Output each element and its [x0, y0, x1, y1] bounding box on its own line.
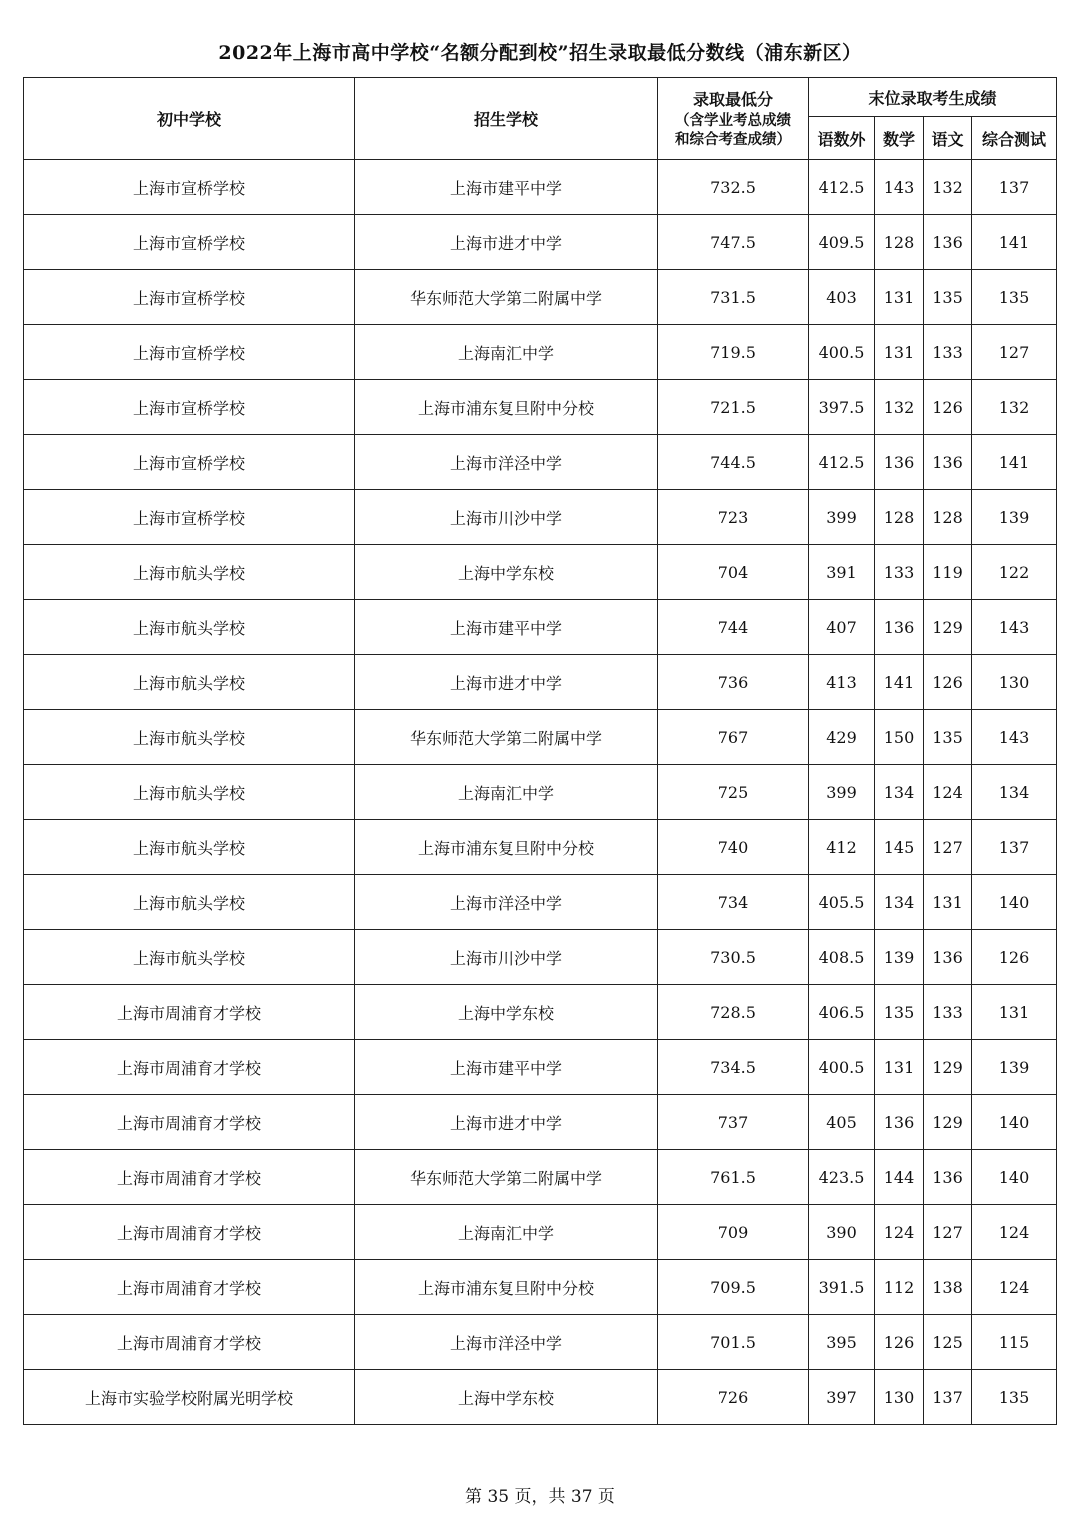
admitting-school-cell: 上海中学东校: [355, 1370, 658, 1425]
junior-school-cell: 上海市航头学校: [24, 710, 355, 765]
table-row: [24, 435, 1057, 490]
math-score-cell: 143: [875, 160, 924, 215]
cme-score-cell: 423.5: [809, 1150, 875, 1205]
min-score-cell: 747.5: [658, 215, 809, 270]
comprehensive-score-cell: 134: [972, 765, 1057, 820]
comprehensive-score-cell: 132: [972, 380, 1057, 435]
cme-score-cell: 413: [809, 655, 875, 710]
comprehensive-score-cell: 124: [972, 1205, 1057, 1260]
junior-school-cell: 上海市周浦育才学校: [24, 1095, 355, 1150]
cme-score-cell: 397: [809, 1370, 875, 1425]
table-row: [24, 1095, 1057, 1150]
cme-score-cell: 391: [809, 545, 875, 600]
admitting-school-cell: 上海市川沙中学: [355, 490, 658, 545]
admitting-school-cell: 上海市洋泾中学: [355, 435, 658, 490]
chinese-score-cell: 135: [924, 710, 972, 765]
comprehensive-score-cell: 140: [972, 875, 1057, 930]
math-score-cell: 112: [875, 1260, 924, 1315]
min-score-cell: 701.5: [658, 1315, 809, 1370]
comprehensive-score-cell: 143: [972, 600, 1057, 655]
table-row: [24, 325, 1057, 380]
table-row: [24, 930, 1057, 985]
min-score-cell: 704: [658, 545, 809, 600]
cme-score-cell: 406.5: [809, 985, 875, 1040]
min-score-cell: 709.5: [658, 1260, 809, 1315]
cme-score-cell: 412.5: [809, 160, 875, 215]
table-row: [24, 985, 1057, 1040]
table-row: [24, 490, 1057, 545]
min-score-cell: 723: [658, 490, 809, 545]
junior-school-cell: 上海市航头学校: [24, 600, 355, 655]
chinese-score-cell: 127: [924, 1205, 972, 1260]
min-score-cell: 721.5: [658, 380, 809, 435]
table-row: [24, 875, 1057, 930]
admitting-school-cell: 上海中学东校: [355, 545, 658, 600]
chinese-score-cell: 119: [924, 545, 972, 600]
admitting-school-cell: 上海市进才中学: [355, 215, 658, 270]
chinese-score-cell: 131: [924, 875, 972, 930]
admitting-school-cell: 上海市洋泾中学: [355, 1315, 658, 1370]
cme-score-cell: 390: [809, 1205, 875, 1260]
cme-score-cell: 391.5: [809, 1260, 875, 1315]
comprehensive-score-cell: 141: [972, 215, 1057, 270]
junior-school-cell: 上海市宣桥学校: [24, 160, 355, 215]
header-min-score-line3: 和综合考查成绩）: [675, 130, 791, 148]
junior-school-cell: 上海市航头学校: [24, 655, 355, 710]
chinese-score-cell: 126: [924, 380, 972, 435]
min-score-cell: 740: [658, 820, 809, 875]
math-score-cell: 126: [875, 1315, 924, 1370]
header-junior-school: 初中学校: [24, 78, 355, 160]
admitting-school-cell: 华东师范大学第二附属中学: [355, 1150, 658, 1205]
min-score-cell: 761.5: [658, 1150, 809, 1205]
admitting-school-cell: 上海市浦东复旦附中分校: [355, 1260, 658, 1315]
comprehensive-score-cell: 137: [972, 160, 1057, 215]
admitting-school-cell: 上海市洋泾中学: [355, 875, 658, 930]
chinese-score-cell: 137: [924, 1370, 972, 1425]
math-score-cell: 144: [875, 1150, 924, 1205]
table-row: [24, 600, 1057, 655]
chinese-score-cell: 132: [924, 160, 972, 215]
math-score-cell: 131: [875, 1040, 924, 1095]
junior-school-cell: 上海市周浦育才学校: [24, 985, 355, 1040]
admitting-school-cell: 上海南汇中学: [355, 325, 658, 380]
chinese-score-cell: 126: [924, 655, 972, 710]
admitting-school-cell: 上海市建平中学: [355, 160, 658, 215]
math-score-cell: 124: [875, 1205, 924, 1260]
chinese-score-cell: 125: [924, 1315, 972, 1370]
admitting-school-cell: 上海市川沙中学: [355, 930, 658, 985]
admitting-school-cell: 上海南汇中学: [355, 1205, 658, 1260]
comprehensive-score-cell: 137: [972, 820, 1057, 875]
chinese-score-cell: 133: [924, 325, 972, 380]
header-last-admitted-scores: 末位录取考生成绩: [809, 78, 1057, 117]
chinese-score-cell: 136: [924, 930, 972, 985]
min-score-cell: 719.5: [658, 325, 809, 380]
junior-school-cell: 上海市航头学校: [24, 930, 355, 985]
math-score-cell: 150: [875, 710, 924, 765]
admitting-school-cell: 上海市建平中学: [355, 1040, 658, 1095]
junior-school-cell: 上海市航头学校: [24, 765, 355, 820]
min-score-cell: 709: [658, 1205, 809, 1260]
junior-school-cell: 上海市航头学校: [24, 875, 355, 930]
math-score-cell: 133: [875, 545, 924, 600]
math-score-cell: 134: [875, 875, 924, 930]
min-score-cell: 732.5: [658, 160, 809, 215]
cme-score-cell: 400.5: [809, 1040, 875, 1095]
math-score-cell: 131: [875, 325, 924, 380]
math-score-cell: 145: [875, 820, 924, 875]
table-row: [24, 765, 1057, 820]
min-score-cell: 728.5: [658, 985, 809, 1040]
comprehensive-score-cell: 140: [972, 1095, 1057, 1150]
comprehensive-score-cell: 124: [972, 1260, 1057, 1315]
junior-school-cell: 上海市宣桥学校: [24, 380, 355, 435]
header-admitting-school: 招生学校: [355, 78, 658, 160]
cme-score-cell: 405: [809, 1095, 875, 1150]
table-row: [24, 1205, 1057, 1260]
math-score-cell: 139: [875, 930, 924, 985]
admitting-school-cell: 上海市浦东复旦附中分校: [355, 380, 658, 435]
junior-school-cell: 上海市宣桥学校: [24, 490, 355, 545]
cme-score-cell: 395: [809, 1315, 875, 1370]
header-min-score-line2: （含学业考总成绩: [675, 111, 791, 129]
chinese-score-cell: 136: [924, 215, 972, 270]
chinese-score-cell: 128: [924, 490, 972, 545]
table-row: [24, 1150, 1057, 1205]
chinese-score-cell: 133: [924, 985, 972, 1040]
junior-school-cell: 上海市实验学校附属光明学校: [24, 1370, 355, 1425]
math-score-cell: 131: [875, 270, 924, 325]
table-row: [24, 1260, 1057, 1315]
math-score-cell: 136: [875, 1095, 924, 1150]
table-row: [24, 545, 1057, 600]
junior-school-cell: 上海市周浦育才学校: [24, 1260, 355, 1315]
cme-score-cell: 399: [809, 765, 875, 820]
min-score-cell: 734: [658, 875, 809, 930]
header-comprehensive-test: 综合测试: [972, 117, 1057, 160]
admitting-school-cell: 上海市进才中学: [355, 655, 658, 710]
comprehensive-score-cell: 140: [972, 1150, 1057, 1205]
math-score-cell: 130: [875, 1370, 924, 1425]
comprehensive-score-cell: 139: [972, 1040, 1057, 1095]
header-math: 数学: [875, 117, 924, 160]
min-score-cell: 731.5: [658, 270, 809, 325]
comprehensive-score-cell: 135: [972, 1370, 1057, 1425]
junior-school-cell: 上海市宣桥学校: [24, 215, 355, 270]
cme-score-cell: 429: [809, 710, 875, 765]
junior-school-cell: 上海市宣桥学校: [24, 435, 355, 490]
table-row: [24, 1315, 1057, 1370]
min-score-cell: 734.5: [658, 1040, 809, 1095]
table-row: [24, 1040, 1057, 1095]
comprehensive-score-cell: 130: [972, 655, 1057, 710]
junior-school-cell: 上海市航头学校: [24, 820, 355, 875]
comprehensive-score-cell: 127: [972, 325, 1057, 380]
admitting-school-cell: 上海南汇中学: [355, 765, 658, 820]
admitting-school-cell: 上海市浦东复旦附中分校: [355, 820, 658, 875]
comprehensive-score-cell: 131: [972, 985, 1057, 1040]
cme-score-cell: 403: [809, 270, 875, 325]
admitting-school-cell: 上海中学东校: [355, 985, 658, 1040]
page-footer: 第 35 页，共 37 页: [465, 1487, 615, 1507]
min-score-cell: 726: [658, 1370, 809, 1425]
admitting-school-cell: 上海市进才中学: [355, 1095, 658, 1150]
cme-score-cell: 407: [809, 600, 875, 655]
cme-score-cell: 412.5: [809, 435, 875, 490]
chinese-score-cell: 129: [924, 1095, 972, 1150]
chinese-score-cell: 136: [924, 1150, 972, 1205]
min-score-cell: 767: [658, 710, 809, 765]
math-score-cell: 132: [875, 380, 924, 435]
page-title: 2022年上海市高中学校“名额分配到校”招生录取最低分数线（浦东新区）: [218, 42, 862, 64]
min-score-cell: 725: [658, 765, 809, 820]
cme-score-cell: 405.5: [809, 875, 875, 930]
junior-school-cell: 上海市宣桥学校: [24, 325, 355, 380]
comprehensive-score-cell: 126: [972, 930, 1057, 985]
cme-score-cell: 409.5: [809, 215, 875, 270]
junior-school-cell: 上海市宣桥学校: [24, 270, 355, 325]
table-row: [24, 270, 1057, 325]
junior-school-cell: 上海市航头学校: [24, 545, 355, 600]
score-table: [23, 77, 1057, 1425]
admitting-school-cell: 华东师范大学第二附属中学: [355, 270, 658, 325]
table-row: [24, 1370, 1057, 1425]
cme-score-cell: 412: [809, 820, 875, 875]
comprehensive-score-cell: 141: [972, 435, 1057, 490]
table-row: [24, 380, 1057, 435]
chinese-score-cell: 129: [924, 600, 972, 655]
min-score-cell: 737: [658, 1095, 809, 1150]
junior-school-cell: 上海市周浦育才学校: [24, 1150, 355, 1205]
table-row: [24, 160, 1057, 215]
math-score-cell: 141: [875, 655, 924, 710]
header-min-score: [658, 78, 809, 160]
comprehensive-score-cell: 139: [972, 490, 1057, 545]
math-score-cell: 128: [875, 215, 924, 270]
header-min-score-line1: 录取最低分: [692, 89, 773, 109]
comprehensive-score-cell: 122: [972, 545, 1057, 600]
chinese-score-cell: 138: [924, 1260, 972, 1315]
chinese-score-cell: 136: [924, 435, 972, 490]
math-score-cell: 136: [875, 435, 924, 490]
cme-score-cell: 408.5: [809, 930, 875, 985]
table-row: [24, 820, 1057, 875]
min-score-cell: 744.5: [658, 435, 809, 490]
table-row: [24, 710, 1057, 765]
table-row: [24, 215, 1057, 270]
junior-school-cell: 上海市周浦育才学校: [24, 1315, 355, 1370]
chinese-score-cell: 127: [924, 820, 972, 875]
math-score-cell: 136: [875, 600, 924, 655]
min-score-cell: 730.5: [658, 930, 809, 985]
chinese-score-cell: 135: [924, 270, 972, 325]
math-score-cell: 134: [875, 765, 924, 820]
comprehensive-score-cell: 115: [972, 1315, 1057, 1370]
cme-score-cell: 399: [809, 490, 875, 545]
admitting-school-cell: 华东师范大学第二附属中学: [355, 710, 658, 765]
admitting-school-cell: 上海市建平中学: [355, 600, 658, 655]
cme-score-cell: 400.5: [809, 325, 875, 380]
table-row: [24, 655, 1057, 710]
min-score-cell: 744: [658, 600, 809, 655]
cme-score-cell: 397.5: [809, 380, 875, 435]
chinese-score-cell: 129: [924, 1040, 972, 1095]
math-score-cell: 135: [875, 985, 924, 1040]
comprehensive-score-cell: 143: [972, 710, 1057, 765]
junior-school-cell: 上海市周浦育才学校: [24, 1205, 355, 1260]
min-score-cell: 736: [658, 655, 809, 710]
header-chinese-math-english: 语数外: [809, 117, 875, 160]
header-chinese: 语文: [924, 117, 972, 160]
junior-school-cell: 上海市周浦育才学校: [24, 1040, 355, 1095]
comprehensive-score-cell: 135: [972, 270, 1057, 325]
math-score-cell: 128: [875, 490, 924, 545]
chinese-score-cell: 124: [924, 765, 972, 820]
